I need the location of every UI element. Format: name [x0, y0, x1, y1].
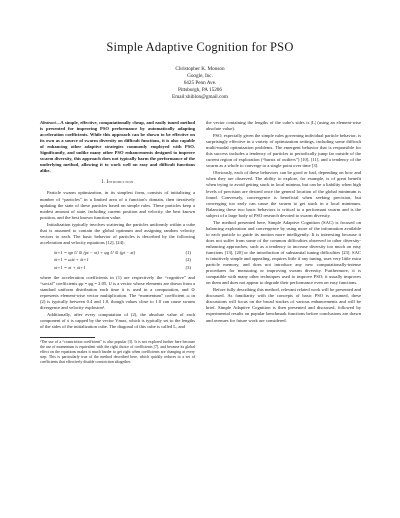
equation-1-body: ẍt+1 = φp U ⊙ (pt − xt) + φg U ⊙ (gt − xt) [54, 249, 136, 255]
equation-3 [40, 264, 195, 271]
equation-3-number: (3) [185, 264, 191, 270]
paper-title: Simple Adaptive Cognition for PSO [106, 40, 294, 54]
equation-block [40, 249, 195, 271]
intro-paragraph-4: Additionally, after every computation of (2), the absolute value of each component of ẋ is capped by the vector Vmax, which is typically set to the lengths of the sides of the initialization cube. The diagonal of this cube is called L, and [40, 312, 195, 330]
abstract-text: —A simple, effective, computationally cheap, and easily tuned method is presented for improving PSO performance by automatically adapting acceleration coefficients. While this approach can be shown to be effective on its own as a source of swarm diversity on difficult functions, it is also capable of enhancing other adaptive strategies commonly employed with PSO. Significantly, and unlike many other PSO enhancements designed to improve swarm diversity, this approach does not typically harm the performance of the underlying method, allowing it to work well on easy and difficult functions alike. [40, 120, 195, 174]
abstract-lead: Abstract [40, 120, 56, 125]
abstract [40, 120, 195, 174]
author-street: 6425 Penn Ave. [183, 80, 217, 86]
left-column [40, 120, 195, 365]
equation-2-number: (2) [185, 257, 191, 263]
equation-2-body: ẋt+1 = ωẋt + ẍt+1 [54, 257, 89, 263]
right-paragraph-4: The method presented here, Simple Adaptive Cognition (SAC) is focused on balancing exploration and convergence by using more of the information available to each particle to guide its motion more intelligently. It is interesting because it does not suffer from some of the common difficulties observed in other diversity-enhancing approaches, such as a tendency to increase diversity too much on easy functions [13], [20] or the introduction of substantial tuning difficulties [23]. SAC is intuitively simple and appealing, requires little if any tuning, uses very little extra particle memory, and does not introduce any new computationally-intense procedures for measuring or improving swarm diversity. Furthermore, it is compatible with many other techniques used to improve PSO; it usually improves on them and does not appear to degrade their performance even on easy functions. [206, 219, 361, 286]
author-email: Email:shiblon@gmail.com [172, 94, 228, 100]
right-column [206, 120, 361, 325]
right-paragraph-1: the vector containing the lengths of the cube's sides is |L| (using an element-wise absolute value). [206, 120, 361, 132]
intro-paragraph-3: where the acceleration coefficients in (1) are respectively the “cognitive” and “social” coefficients φp = φg = 2.05, U is a vector whose elements are drawn from a standard uniform distribution each time it is used in a computation, and ⊙ represents element-wise vector multiplication. The “momentum” coefficient ω in (2) is typically between 0.4 and 1.0, though values close to 1.0 can cause swarm divergence and velocity explosion¹. [40, 275, 195, 311]
author-name: Christopher K. Monson [175, 66, 225, 72]
right-paragraph-2: PSO, especially given the simple rules governing individual particle behavior, is surprisingly effective in a variety of optimization settings, including some difficult multi-modal optimization problems. The emergent behavior that is responsible for this success includes a tendency of particles to periodically jump far outside of the current region of exploration (“bursts of outliers”) [10], [11], and a tendency of the swarm as a whole to converge to a single point over time [3]. [206, 133, 361, 169]
right-paragraph-3: Obviously, each of these behaviors can be good or bad, depending on how and when they are observed. The ability to explore, for example, is of great benefit when trying to avoid getting stuck in local minima, but can be a liability when high levels of precision are desired once the general location of the global minimum is found. Conversely, convergence is beneficial when seeking precision, but converging too early can cause the swarm to get stuck in a local minimum. Balancing these two basic behaviors is critical to a performant swarm and is the subject of a large body of PSO research devoted to swarm diversity. [206, 170, 361, 218]
equation-1 [40, 249, 195, 256]
equation-2 [40, 256, 195, 263]
footnote-divider [40, 337, 95, 338]
intro-paragraph-1: Particle swarm optimization, in its simplest form, consists of initializing a number of “particles” in a limited area of a function's domain, then iteratively updating the state of these particles based on simple rules. These particles keep a modest amount of state, including current position and velocity, the best known position, and the best known function value. [40, 190, 195, 220]
author-org: Google, Inc. [187, 73, 213, 79]
equation-3-body: xt+1 = xt + ẋt+1 [54, 264, 86, 270]
intro-paragraph-2: Initialization typically involves scattering the particles uniformly within a cube that is assumed to contain the global optimum and assigning random velocity vectors to each. The basic behavior of particles is described by the following acceleration and velocity equations [12], [24]: [40, 221, 195, 245]
right-paragraph-5: Before fully describing this method, relevant related work will be presented and discussed. As familiarity with the concepts of basic PSO is assumed, these discussions will focus on the broad strokes of various enhancements and will be brief. Simple Adaptive Cognition is then presented and discussed, followed by experimental results on popular benchmark functions before conclusions are drawn and avenues for future work are considered. [206, 287, 361, 323]
equation-1-number: (1) [185, 249, 191, 255]
author-block [0, 66, 400, 101]
footnote-1: ¹The use of a “constriction coefficient” is also popular [3]. It is not explored further here because the use of momentum is equivalent with the right choice of coefficients [7], and because its global effect on the equations makes it much harder to get right when coefficients are changing at every step. This is particularly true of the method described here, which quickly reduces to a set of coefficients that effectively disable constriction altogether. [40, 339, 195, 364]
section-heading-introduction: I. Introduction [101, 180, 134, 186]
author-city: Pittsburgh, PA 15206 [178, 87, 222, 93]
